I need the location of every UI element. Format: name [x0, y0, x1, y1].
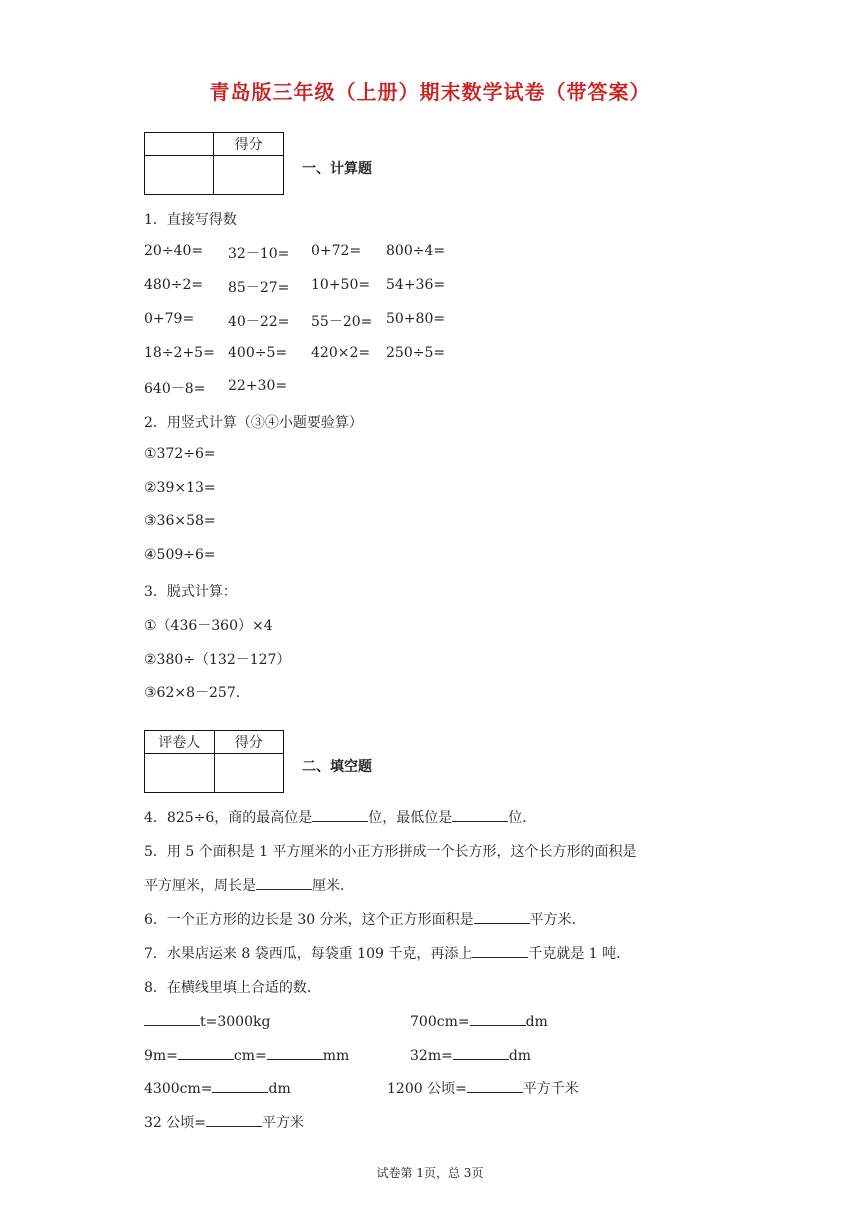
question-text: 千克就是 1 吨． [528, 946, 631, 962]
answer-blank[interactable] [472, 943, 528, 958]
section-heading: 一、计算题 [302, 161, 372, 177]
fill-row [144, 1112, 304, 1132]
equation: 18÷2+5= [144, 345, 215, 361]
question-text: 平方米． [529, 912, 586, 928]
equation: 0+79= [144, 311, 195, 327]
fill-row [144, 1078, 291, 1097]
answer-blank[interactable] [212, 1078, 268, 1093]
question-text: 厘米． [312, 878, 354, 894]
equation: 420×2= [311, 345, 371, 361]
answer-blank[interactable] [467, 1078, 523, 1093]
question-label: 3．脱式计算： [144, 584, 237, 600]
list-item: ③36×58= [144, 513, 216, 529]
list-item: ③62×8－257． [144, 685, 250, 701]
score-box-cell [214, 156, 284, 195]
equation: 32－10= [228, 246, 290, 262]
list-item: ②380÷（132－127） [144, 652, 291, 668]
question-label: 1．直接写得数 [144, 212, 237, 228]
equation: 800÷4= [386, 243, 446, 259]
question-text: dm [268, 1081, 291, 1097]
question-text: 平方米 [262, 1115, 304, 1131]
answer-blank[interactable] [470, 1011, 526, 1026]
score-box-cell [145, 754, 215, 793]
score-box-header-right: 得分 [214, 731, 284, 754]
answer-blank[interactable] [267, 1045, 323, 1060]
fill-row [410, 1011, 548, 1030]
question-label: 8．在横线里填上合适的数． [144, 980, 321, 996]
question-text: 位． [508, 810, 537, 826]
equation: 40－22= [228, 314, 290, 330]
equation: 250÷5= [386, 345, 446, 361]
equation: 0+72= [311, 243, 362, 259]
score-box-cell [145, 156, 214, 195]
equation: 10+50= [311, 277, 371, 293]
answer-blank[interactable] [178, 1045, 234, 1060]
page-title: 青岛版三年级（上册）期末数学试卷（带答案） [209, 80, 651, 104]
fill-row [144, 1045, 349, 1064]
score-box [144, 132, 284, 195]
section-heading: 二、填空题 [302, 759, 372, 775]
list-item: ①（436－360）×4 [144, 618, 273, 634]
list-item: ②39×13= [144, 480, 216, 496]
question-text: 7．水果店运来 8 袋西瓜，每袋重 109 千克，再添上 [144, 946, 473, 962]
question-text: 1200 公顷= [387, 1081, 467, 1097]
fill-row [144, 1011, 270, 1030]
list-item: ①372÷6= [144, 446, 216, 462]
question-text: t=3000kg [200, 1014, 271, 1030]
equation: 480÷2= [144, 277, 204, 293]
question-6 [144, 909, 586, 929]
answer-blank[interactable] [256, 875, 312, 890]
equation: 400÷5= [228, 345, 288, 361]
answer-blank[interactable] [312, 807, 368, 822]
question-text: dm [508, 1048, 532, 1064]
answer-blank[interactable] [474, 909, 530, 924]
question-text: 700cm= [410, 1014, 470, 1030]
question-text: 平方千米 [522, 1081, 579, 1097]
fill-row [410, 1045, 531, 1064]
question-label: 2．用竖式计算（③④小题要验算） [144, 415, 363, 431]
question-text: 位，最低位是 [368, 810, 453, 826]
score-box [144, 730, 284, 793]
score-box-cell [214, 754, 284, 793]
question-text: 平方厘米，周长是 [144, 878, 256, 894]
question-text: mm [322, 1048, 350, 1064]
answer-blank[interactable] [144, 1011, 200, 1026]
question-text: 32 公顷= [144, 1115, 206, 1131]
question-text: 6．一个正方形的边长是 30 分米，这个正方形面积是 [144, 912, 474, 928]
question-5-line1: 5．用 5 个面积是 1 平方厘米的小正方形拼成一个长方形，这个长方形的面积是 [144, 844, 637, 860]
question-text: 9m= [144, 1048, 178, 1064]
question-4 [144, 807, 536, 827]
equation: 20÷40= [144, 243, 204, 259]
equation: 22+30= [228, 378, 288, 394]
fill-row [387, 1078, 579, 1098]
answer-blank[interactable] [452, 807, 508, 822]
equation: 50+80= [386, 311, 446, 327]
answer-blank[interactable] [453, 1045, 509, 1060]
question-7 [144, 943, 630, 963]
equation: 640－8= [144, 381, 206, 397]
question-text: 4300cm= [144, 1081, 213, 1097]
question-text: cm= [233, 1048, 267, 1064]
equation: 55－20= [311, 314, 373, 330]
page-footer: 试卷第 1页，总 3页 [376, 1166, 484, 1180]
question-text: dm [525, 1014, 548, 1030]
question-5-line2 [144, 875, 354, 895]
score-box-header-left [145, 133, 214, 156]
score-box-header-right: 得分 [214, 133, 284, 156]
equation: 85－27= [228, 280, 290, 296]
question-text: 4．825÷6，商的最高位是 [144, 810, 313, 826]
question-text: 32m= [410, 1048, 453, 1064]
list-item: ④509÷6= [144, 547, 216, 563]
answer-blank[interactable] [206, 1112, 262, 1127]
equation: 54+36= [386, 277, 446, 293]
score-box-header-left: 评卷人 [145, 731, 215, 754]
